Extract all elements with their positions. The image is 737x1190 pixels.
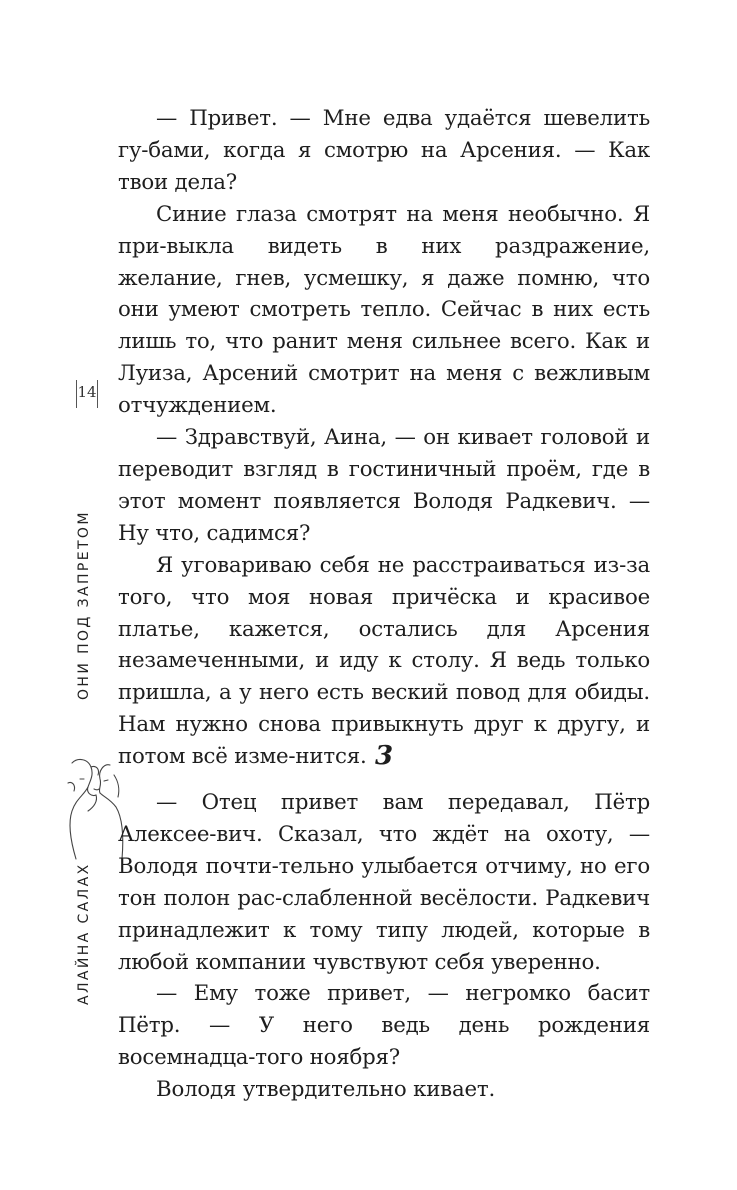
paragraph: Синие глаза смотрят на меня необычно. Я при-выкла видеть в них раздражение, желание, гнев, усмешку, я даже помню, что они умеют смотреть тепло. Сейчас в них есть лишь то, что ранит меня сильнее всего. Как и Луиза, Арсений смотрит на меня с вежливым отчуждением.: [118, 201, 650, 419]
chapter-number: 3: [374, 741, 394, 771]
text-block-bottom: [118, 787, 650, 1106]
paragraph: — Привет. — Мне едва удаётся шевелить гу-бами, когда я смотрю на Арсения. — Как твои дела?: [118, 106, 650, 195]
paragraph: Володя утвердительно кивает.: [156, 1077, 496, 1103]
text-block-top: [118, 103, 650, 773]
page-number: 14: [77, 383, 97, 401]
page-number-box: [76, 380, 98, 408]
author-name: АЛАЙНА САЛАХ: [76, 862, 92, 1005]
running-title: ОНИ ПОД ЗАПРЕТОМ: [76, 510, 92, 700]
paragraph: Я уговариваю себя не расстраиваться из-за того, что моя новая причёска и красивое платье, кажется, остались для Арсения незамеченными, и иду к столу. Я ведь только пришла, а у него есть веский повод для обиды. Нам нужно снова привыкнуть друг к другу, и потом всё изме-нится.: [118, 552, 650, 770]
paragraph: — Ему тоже привет, — негромко басит Пётр. — У него ведь день рождения восемнадца-того ноября?: [118, 981, 650, 1071]
paragraph: — Отец привет вам передавал, Пётр Алексее-вич. Сказал, что ждёт на охоту, — Володя почти-тельно улыбается отчиму, но его тон полон рас-слабленной весёлости. Радкевич принадлежит к тому типу людей, которые в любой компании чувствуют себя уверенно.: [118, 790, 650, 975]
paragraph: — Здравствуй, Аина, — он кивает головой и переводит взгляд в гостиничный проём, где в этот момент появляется Володя Радкевич. — Ну что, садимся?: [118, 425, 650, 546]
